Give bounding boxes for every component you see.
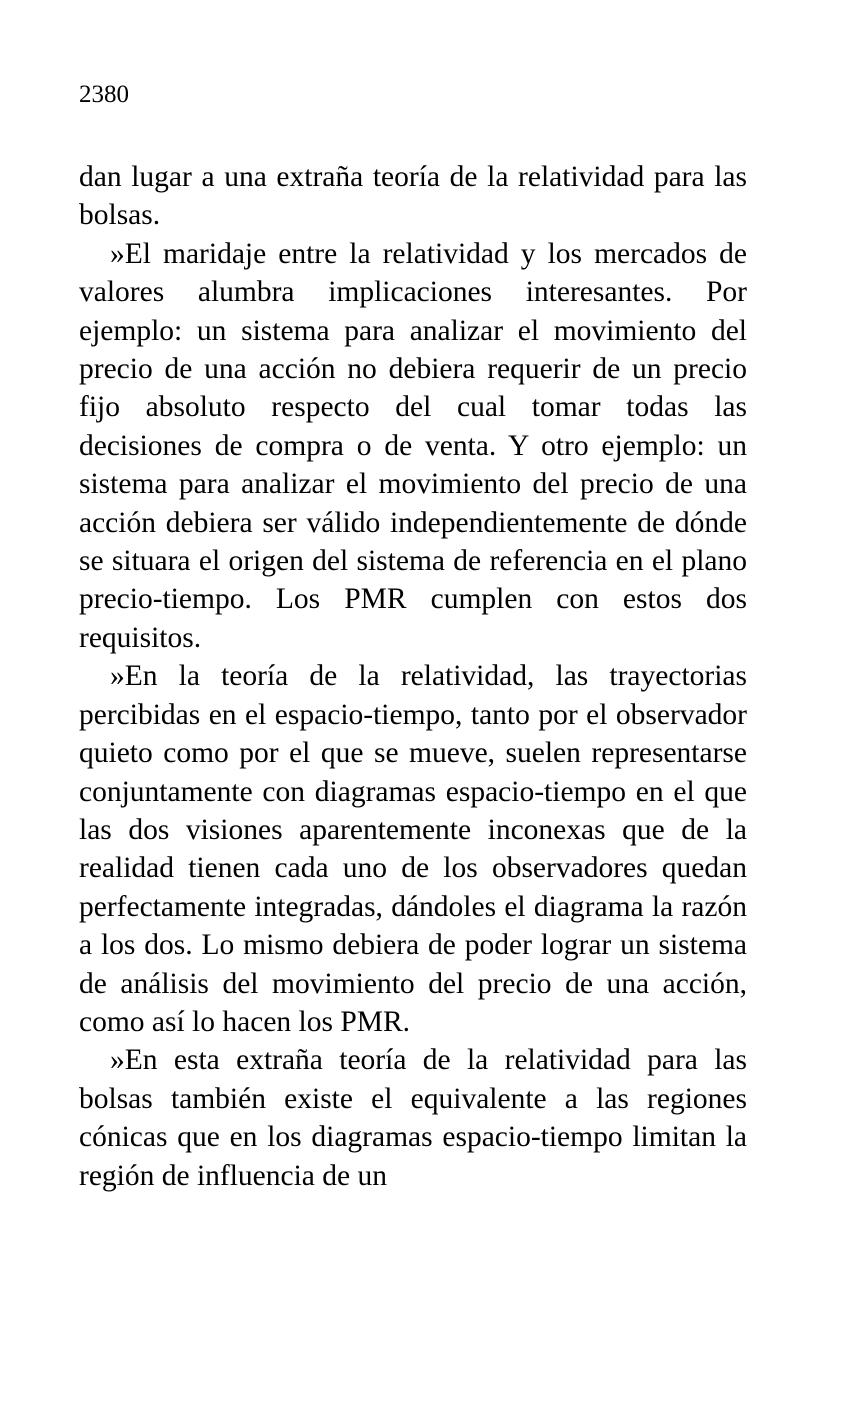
page-number: 2380	[79, 81, 129, 108]
paragraph-continuation: dan lugar a una extraña teoría de la relatividad para las bolsas.	[79, 161, 747, 232]
body-text	[79, 158, 747, 1195]
paragraph-spacetime-diagrams: »En la teoría de la relatividad, las trayectorias percibidas en el espacio-tiempo, tanto por el observador quieto como por el que se mueve, suelen representarse conjuntamente con diagramas espacio-tiempo en el que las dos visiones aparentemente inconexas que de la realidad tienen cada uno de los observadores quedan perfectamente integradas, dándoles el diagrama la razón a los dos. Lo mismo debiera de poder lograr un sistema de análisis del movimiento del precio de una acción, como así lo hacen los PMR.	[79, 660, 747, 1038]
paragraph-relativity-markets: »El maridaje entre la relatividad y los mercados de valores alumbra implicaciones interesantes. Por ejemplo: un sistema para analizar el movimiento del precio de una acción no debiera requerir de un precio fijo absoluto respecto del cual tomar todas las decisiones de compra o de venta. Y otro ejemplo: un sistema para analizar el movimiento del precio de una acción debiera ser válido independientemente de dónde se situara el origen del sistema de referencia en el plano precio-tiempo. Los PMR cumplen con estos dos requisitos.	[79, 237, 747, 654]
paragraph-conic-regions: »En esta extraña teoría de la relatividad para las bolsas también existe el equivalente a las regiones cónicas que en los diagramas espacio-tiempo limitan la región de influencia de un	[79, 1044, 747, 1192]
